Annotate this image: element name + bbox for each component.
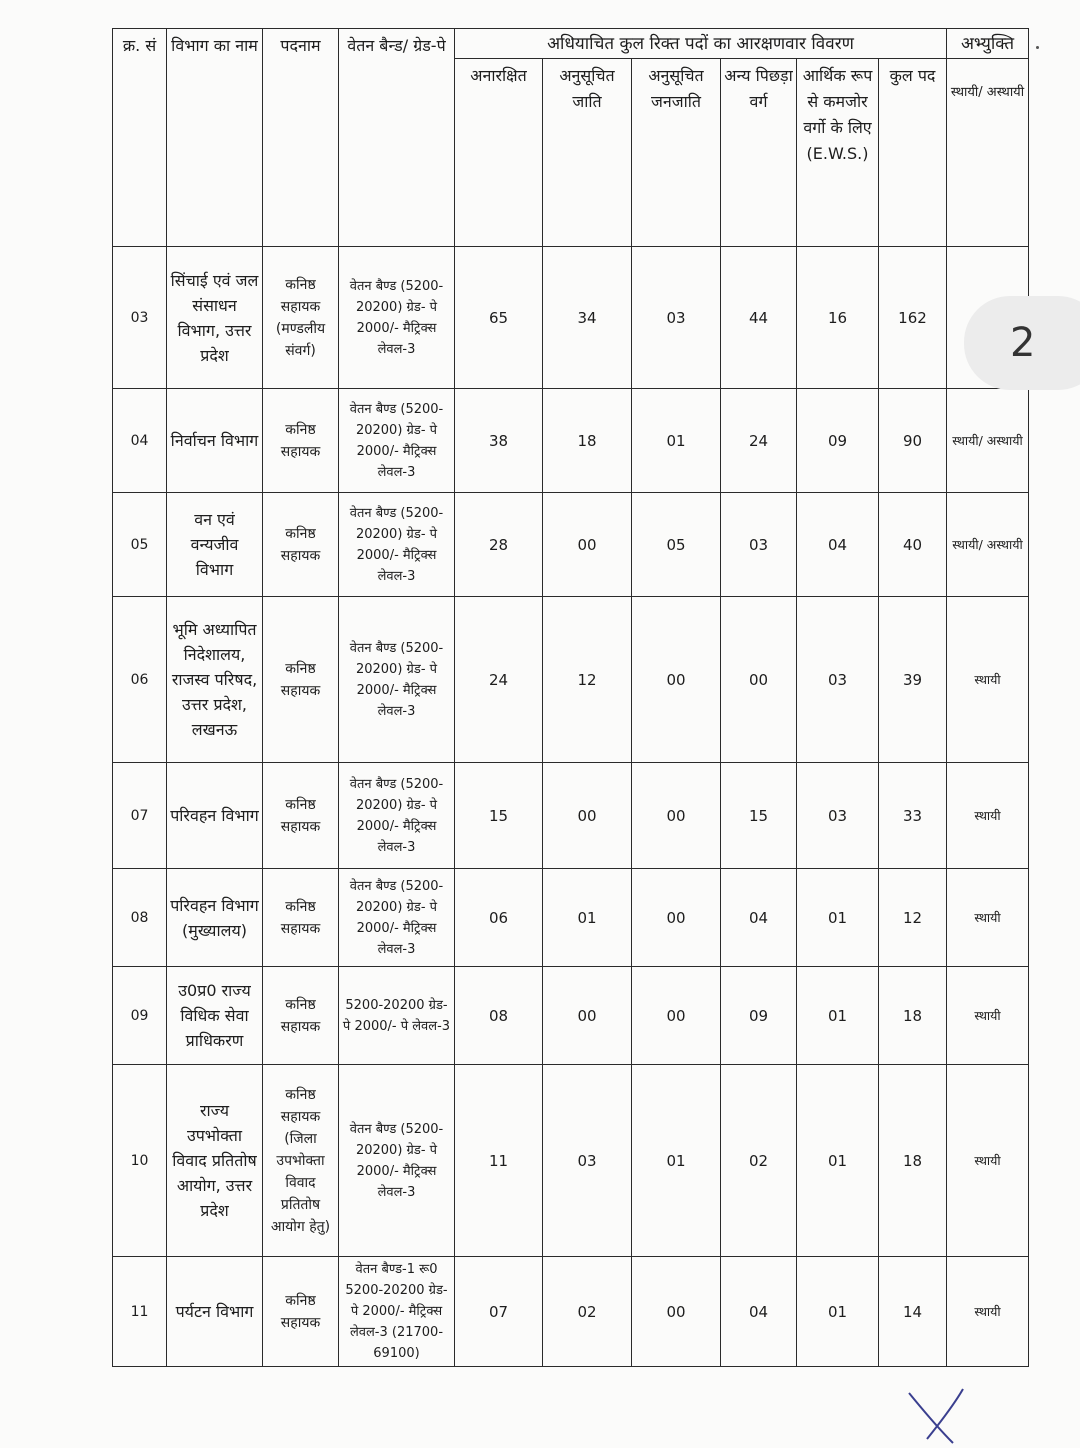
cell-sn: 08: [113, 869, 167, 967]
cell-dept: वन एवं वन्यजीव विभाग: [167, 493, 263, 597]
cell-sn: 09: [113, 967, 167, 1065]
cell-st: 00: [632, 967, 721, 1065]
cell-total: 162: [879, 247, 947, 389]
cell-sc: 00: [543, 763, 632, 869]
cell-sn: 10: [113, 1065, 167, 1257]
cell-ews: 01: [797, 869, 879, 967]
cell-st: 03: [632, 247, 721, 389]
cell-pay: वेतन बैण्ड (5200-20200) ग्रेड- पे 2000/- मैट्रिक्स लेवल-3: [339, 1065, 455, 1257]
cell-unreserved: 15: [455, 763, 543, 869]
header-row-top: [113, 29, 1029, 59]
cell-post: कनिष्ठ सहायक: [263, 869, 339, 967]
cell-pay: वेतन बैण्ड (5200-20200) ग्रेड- पे 2000/- मैट्रिक्स लेवल-3: [339, 597, 455, 763]
table-row: [113, 1257, 1029, 1367]
cell-ews: 04: [797, 493, 879, 597]
cell-ews: 03: [797, 597, 879, 763]
header-obc: अन्य पिछड़ा वर्ग: [721, 59, 797, 247]
cell-st: 01: [632, 1065, 721, 1257]
cell-dept: उ0प्र0 राज्य विधिक सेवा प्राधिकरण: [167, 967, 263, 1065]
cell-sn: 05: [113, 493, 167, 597]
cell-obc: 02: [721, 1065, 797, 1257]
cell-total: 14: [879, 1257, 947, 1367]
cell-unreserved: 06: [455, 869, 543, 967]
cell-dept: सिंचाई एवं जल संसाधन विभाग, उत्तर प्रदेश: [167, 247, 263, 389]
cell-pay: वेतन बैण्ड (5200-20200) ग्रेड- पे 2000/- मैट्रिक्स लेवल-3: [339, 869, 455, 967]
cell-remark: स्थायी: [947, 1065, 1029, 1257]
vacancy-table: [112, 28, 1029, 1367]
cell-dept: राज्य उपभोक्ता विवाद प्रतितोष आयोग, उत्तर प्रदेश: [167, 1065, 263, 1257]
table-row: [113, 247, 1029, 389]
cell-st: 00: [632, 763, 721, 869]
cell-unreserved: 28: [455, 493, 543, 597]
cell-dept: भूमि अध्यापित निदेशालय, राजस्व परिषद, उत्तर प्रदेश, लखनऊ: [167, 597, 263, 763]
cell-post: कनिष्ठ सहायक (जिला उपभोक्ता विवाद प्रतितोष आयोग हेतु): [263, 1065, 339, 1257]
header-pay: वेतन बैन्ड/ ग्रेड-पे: [339, 29, 455, 247]
cell-obc: 04: [721, 1257, 797, 1367]
cell-remark: स्थायी: [947, 763, 1029, 869]
cell-obc: 24: [721, 389, 797, 493]
cell-post: कनिष्ठ सहायक: [263, 493, 339, 597]
cell-total: 40: [879, 493, 947, 597]
cell-st: 00: [632, 1257, 721, 1367]
cell-remark: स्थायी: [947, 597, 1029, 763]
cell-sc: 02: [543, 1257, 632, 1367]
cell-ews: 01: [797, 967, 879, 1065]
cell-remark: स्थायी/ अस्थायी: [947, 493, 1029, 597]
cell-obc: 44: [721, 247, 797, 389]
cell-sc: 34: [543, 247, 632, 389]
cell-sn: 03: [113, 247, 167, 389]
header-st: अनुसूचित जनजाति: [632, 59, 721, 247]
cell-pay: वेतन बैण्ड (5200-20200) ग्रेड- पे 2000/- मैट्रिक्स लेवल-3: [339, 763, 455, 869]
page-number-badge: [964, 296, 1080, 390]
cell-st: 00: [632, 869, 721, 967]
cell-sc: 03: [543, 1065, 632, 1257]
header-group: अधियाचित कुल रिक्त पदों का आरक्षणवार विवरण: [455, 29, 947, 59]
cell-unreserved: 65: [455, 247, 543, 389]
page-number: 2: [1010, 320, 1036, 366]
table-row: [113, 597, 1029, 763]
header-remark-sub: स्थायी/ अस्थायी: [947, 59, 1029, 247]
cell-obc: 04: [721, 869, 797, 967]
header-dept: विभाग का नाम: [167, 29, 263, 247]
cell-post: कनिष्ठ सहायक: [263, 597, 339, 763]
cell-unreserved: 07: [455, 1257, 543, 1367]
cell-total: 18: [879, 967, 947, 1065]
table-row: [113, 389, 1029, 493]
cell-sc: 18: [543, 389, 632, 493]
signature-stroke-2: [927, 1389, 963, 1439]
cell-dept: पर्यटन विभाग: [167, 1257, 263, 1367]
cell-ews: 09: [797, 389, 879, 493]
cell-total: 12: [879, 869, 947, 967]
cell-sn: 07: [113, 763, 167, 869]
scan-speck: [1036, 46, 1039, 49]
cell-dept: परिवहन विभाग (मुख्यालय): [167, 869, 263, 967]
header-sn: क्र. सं: [113, 29, 167, 247]
cell-remark: स्थायी: [947, 1257, 1029, 1367]
cell-ews: 16: [797, 247, 879, 389]
cell-post: कनिष्ठ सहायक: [263, 967, 339, 1065]
cell-post: कनिष्ठ सहायक: [263, 1257, 339, 1367]
cell-st: 01: [632, 389, 721, 493]
table-row: [113, 869, 1029, 967]
header-sc: अनुसूचित जाति: [543, 59, 632, 247]
table-row: [113, 763, 1029, 869]
cell-post: कनिष्ठ सहायक: [263, 389, 339, 493]
cell-unreserved: 24: [455, 597, 543, 763]
table-row: [113, 1065, 1029, 1257]
cell-pay: वेतन बैण्ड-1 रू0 5200-20200 ग्रेड- पे 2000/- मैट्रिक्स लेवल-3 (21700-69100): [339, 1257, 455, 1367]
header-ews: आर्थिक रूप से कमजोर वर्गो के लिए (E.W.S.): [797, 59, 879, 247]
cell-obc: 00: [721, 597, 797, 763]
cell-obc: 15: [721, 763, 797, 869]
cell-remark: स्थायी: [947, 967, 1029, 1065]
cell-dept: निर्वाचन विभाग: [167, 389, 263, 493]
cell-sc: 12: [543, 597, 632, 763]
cell-total: 18: [879, 1065, 947, 1257]
cell-unreserved: 11: [455, 1065, 543, 1257]
cell-sn: 04: [113, 389, 167, 493]
cell-unreserved: 08: [455, 967, 543, 1065]
cell-sn: 11: [113, 1257, 167, 1367]
cell-st: 05: [632, 493, 721, 597]
cell-pay: वेतन बैण्ड (5200-20200) ग्रेड- पे 2000/- मैट्रिक्स लेवल-3: [339, 389, 455, 493]
cell-remark: स्थायी: [947, 869, 1029, 967]
table-row: [113, 967, 1029, 1065]
cell-dept: परिवहन विभाग: [167, 763, 263, 869]
cell-remark: स्थायी/ अस्थायी: [947, 389, 1029, 493]
header-total: कुल पद: [879, 59, 947, 247]
cell-ews: 01: [797, 1257, 879, 1367]
cell-pay: 5200-20200 ग्रेड- पे 2000/- पे लेवल-3: [339, 967, 455, 1065]
cell-sc: 00: [543, 493, 632, 597]
header-post: पदनाम: [263, 29, 339, 247]
cell-obc: 09: [721, 967, 797, 1065]
cell-sc: 00: [543, 967, 632, 1065]
cell-ews: 01: [797, 1065, 879, 1257]
header-remark: अभ्युक्ति: [947, 29, 1029, 59]
cell-pay: वेतन बैण्ड (5200-20200) ग्रेड- पे 2000/- मैट्रिक्स लेवल-3: [339, 247, 455, 389]
cell-ews: 03: [797, 763, 879, 869]
table-row: [113, 493, 1029, 597]
header-unreserved: अनारक्षित: [455, 59, 543, 247]
cell-total: 33: [879, 763, 947, 869]
cell-total: 39: [879, 597, 947, 763]
cell-st: 00: [632, 597, 721, 763]
cell-total: 90: [879, 389, 947, 493]
cell-obc: 03: [721, 493, 797, 597]
cell-post: कनिष्ठ सहायक (मण्डलीय संवर्ग): [263, 247, 339, 389]
cell-sn: 06: [113, 597, 167, 763]
cell-post: कनिष्ठ सहायक: [263, 763, 339, 869]
signature-mark: [905, 1385, 975, 1445]
cell-pay: वेतन बैण्ड (5200-20200) ग्रेड- पे 2000/- मैट्रिक्स लेवल-3: [339, 493, 455, 597]
cell-sc: 01: [543, 869, 632, 967]
cell-unreserved: 38: [455, 389, 543, 493]
